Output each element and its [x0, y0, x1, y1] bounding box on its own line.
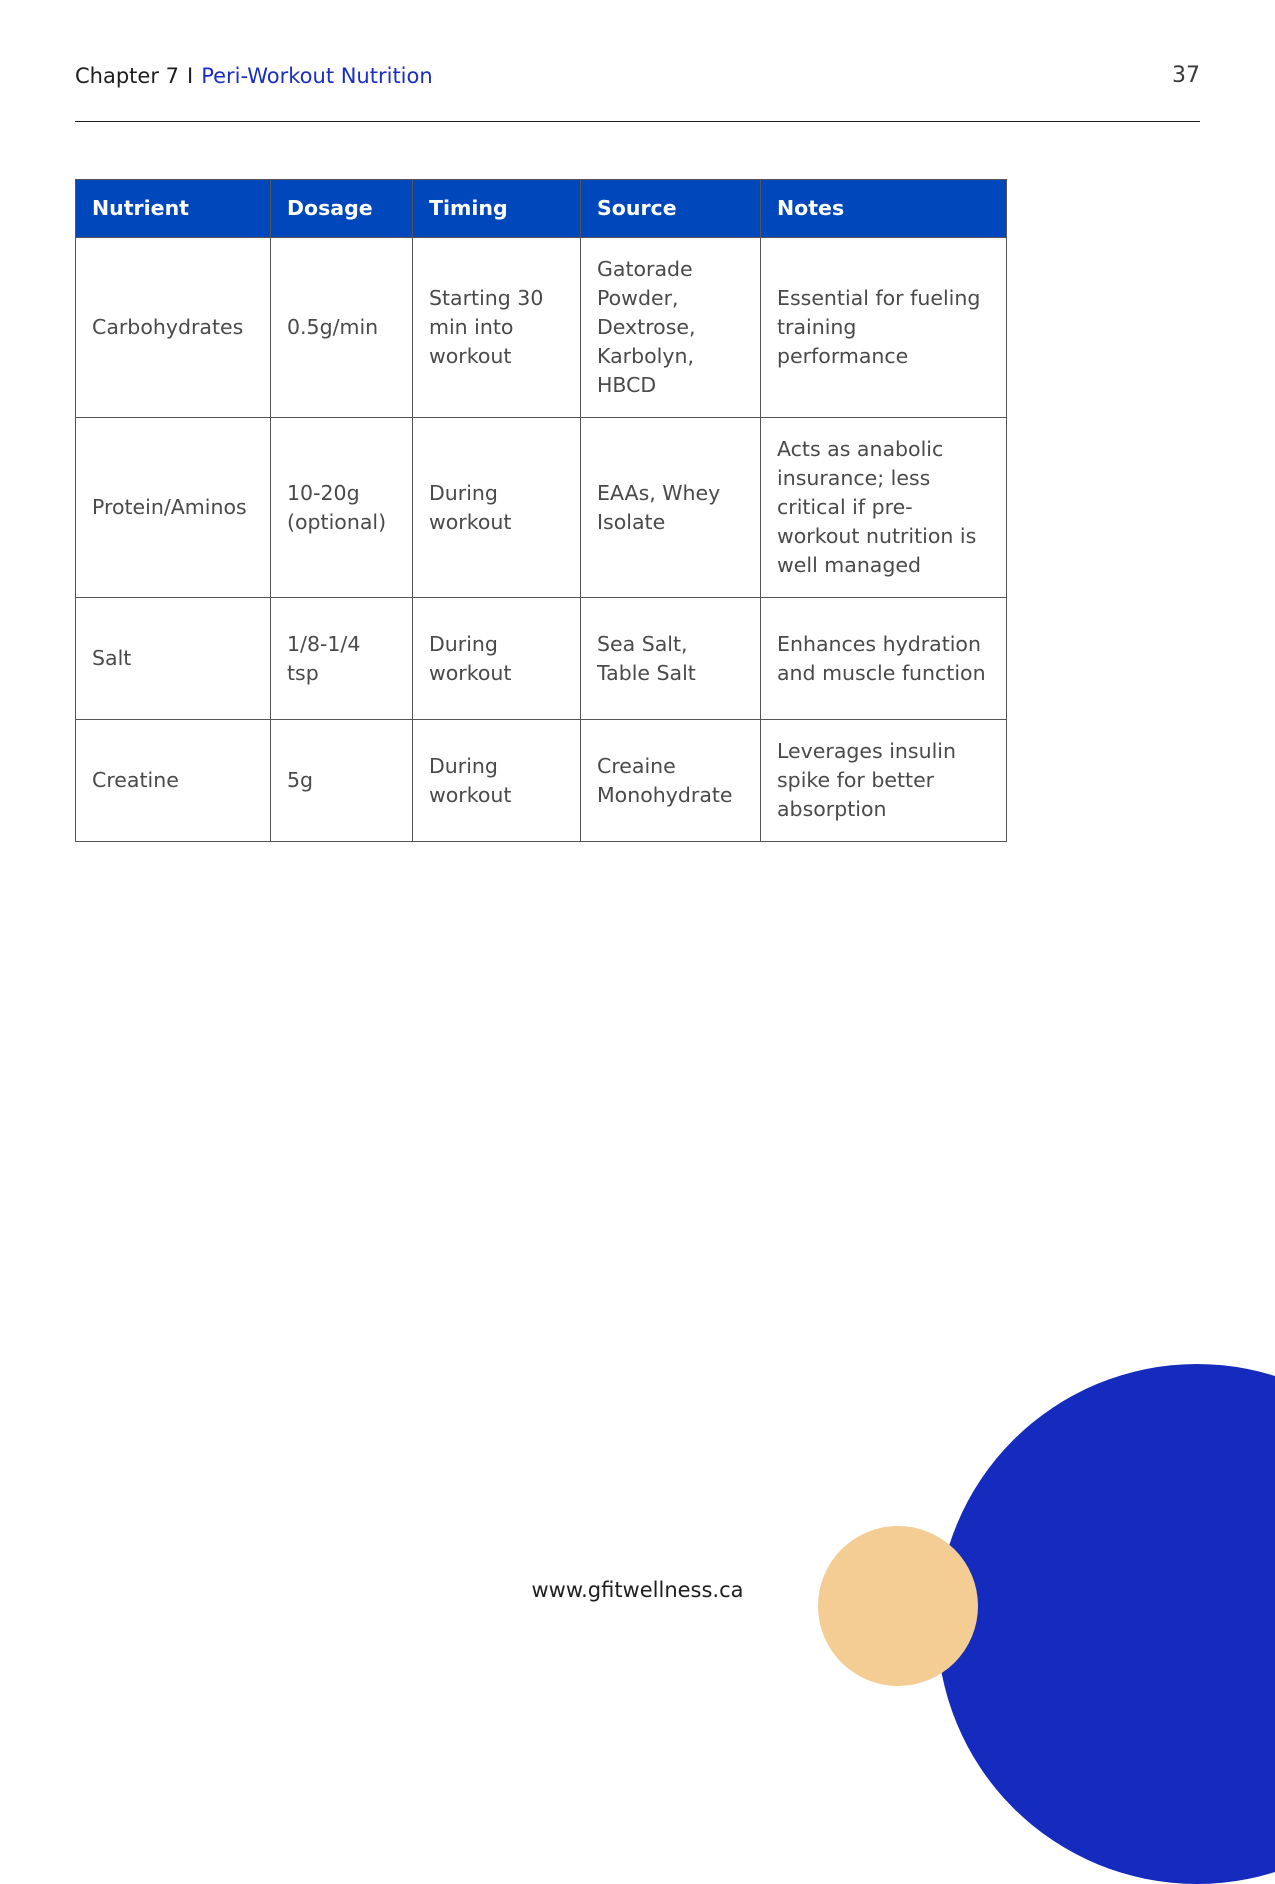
column-header-nutrient: Nutrient [76, 180, 271, 238]
table-row [76, 720, 1007, 842]
column-header-notes: Notes [761, 180, 1007, 238]
cell-source: EAAs, Whey Isolate [581, 418, 761, 598]
column-header-timing: Timing [413, 180, 581, 238]
column-header-source: Source [581, 180, 761, 238]
section-title: Peri-Workout Nutrition [201, 64, 433, 88]
cell-nutrient: Salt [76, 598, 271, 720]
cell-source: Creaine Monohydrate [581, 720, 761, 842]
cell-nutrient: Creatine [76, 720, 271, 842]
table-header-row [76, 180, 1007, 238]
header-separator: I [187, 64, 194, 88]
cell-timing: During workout [413, 598, 581, 720]
decorative-blue-circle [937, 1364, 1275, 1884]
column-header-dosage: Dosage [271, 180, 413, 238]
cell-notes: Acts as anabolic insurance; less critical if pre-workout nutrition is well managed [761, 418, 1007, 598]
cell-dosage: 0.5g/min [271, 238, 413, 418]
footer-website-url: www.gfitwellness.ca [531, 1578, 744, 1602]
cell-timing: During workout [413, 418, 581, 598]
cell-dosage: 1/8-1/4 tsp [271, 598, 413, 720]
cell-source: Sea Salt, Table Salt [581, 598, 761, 720]
cell-notes: Leverages insulin spike for better absorption [761, 720, 1007, 842]
cell-notes: Essential for fueling training performance [761, 238, 1007, 418]
page-number: 37 [1172, 63, 1200, 88]
cell-notes: Enhances hydration and muscle function [761, 598, 1007, 720]
cell-timing: Starting 30 min into workout [413, 238, 581, 418]
header-divider [75, 121, 1200, 122]
cell-nutrient: Carbohydrates [76, 238, 271, 418]
table-row [76, 418, 1007, 598]
table-row [76, 598, 1007, 720]
cell-timing: During workout [413, 720, 581, 842]
page-header [75, 62, 1200, 90]
peri-workout-nutrition-table [75, 179, 1007, 842]
chapter-label: Chapter 7 [75, 64, 179, 88]
cell-dosage: 10-20g (optional) [271, 418, 413, 598]
cell-nutrient: Protein/Aminos [76, 418, 271, 598]
table-row [76, 238, 1007, 418]
cell-source: Gatorade Powder, Dextrose, Karbolyn, HBCD [581, 238, 761, 418]
cell-dosage: 5g [271, 720, 413, 842]
decorative-peach-circle [818, 1526, 978, 1686]
